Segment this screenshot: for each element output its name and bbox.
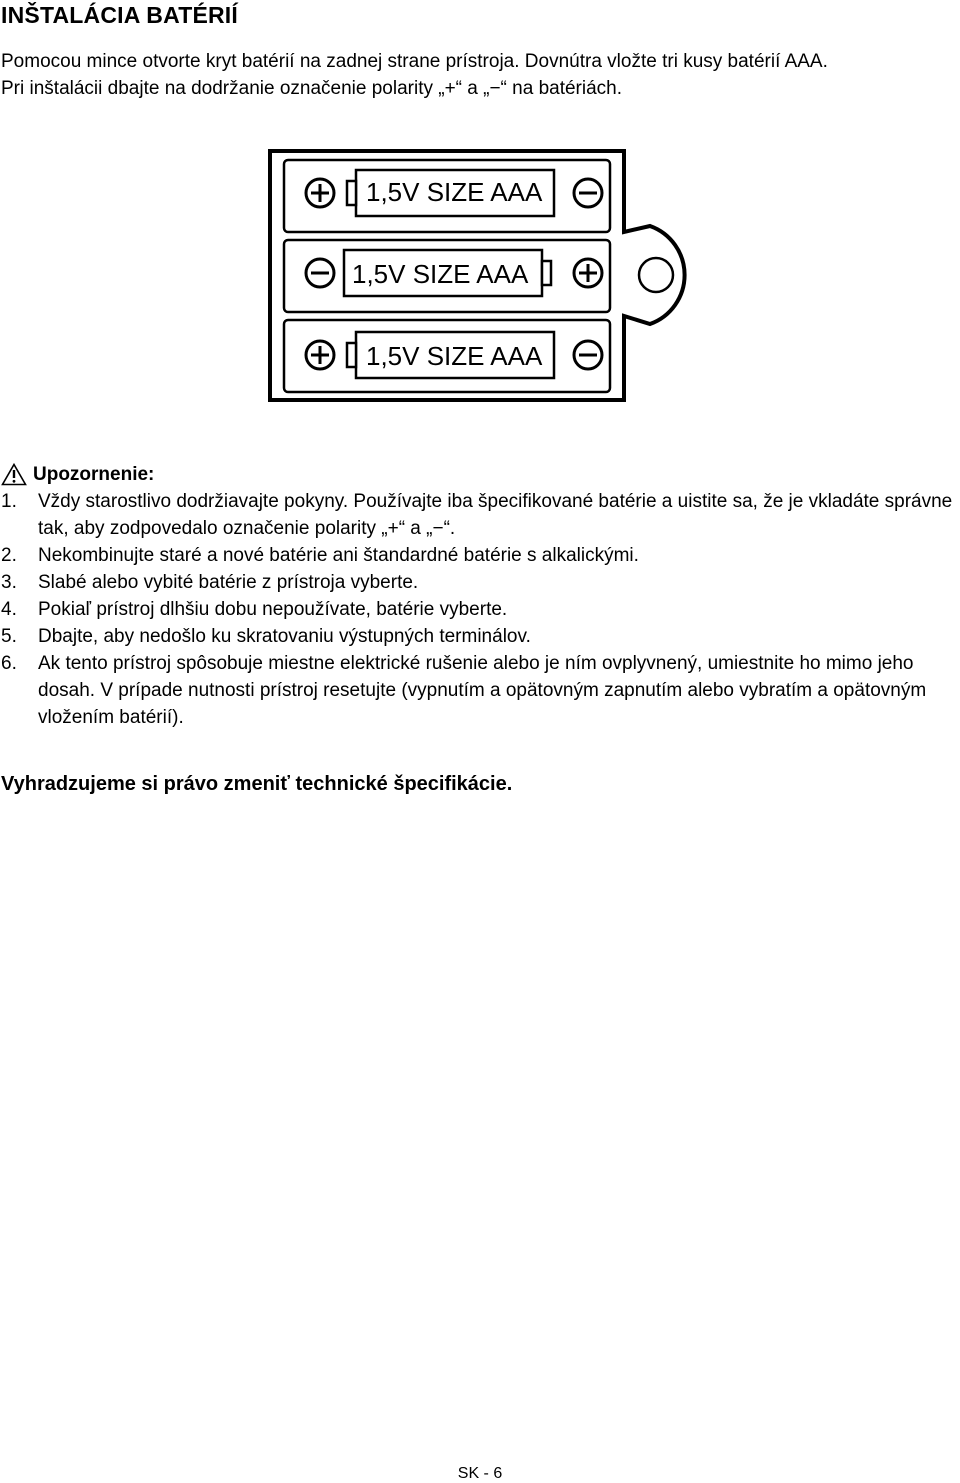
warning-section [1,461,956,731]
plus-icon [306,179,334,207]
list-item: 5. Dbajte, aby nedošlo ku skratovaniu výstupných terminálov. [1,626,531,647]
page-title: INŠTALÁCIA BATÉRIÍ [1,2,238,28]
reserve-note: Vyhradzujeme si právo zmeniť technické špecifikácie. [1,773,513,795]
page-number: SK - 6 [457,1465,503,1482]
battery-label: 1,5V SIZE AAA [366,177,543,207]
warning-heading-label: Upozornenie: [33,464,155,485]
plus-icon [306,341,334,369]
intro-text [1,48,956,102]
battery-terminal [347,181,356,205]
battery-slot-1 [284,160,610,232]
mounting-hole [639,258,673,292]
intro-line-1: Pomocou mince otvorte kryt batérií na zadnej strane prístroja. Dovnútra vložte tri kusy batérií AAA. [1,51,828,72]
minus-icon [574,179,602,207]
battery-label: 1,5V SIZE AAA [352,259,529,289]
list-item: 2. Nekombinujte staré a nové batérie ani štandardné batérie s alkalickými. [1,545,639,566]
warning-triangle-icon [1,463,27,486]
list-item: 6. Ak tento prístroj spôsobuje miestne elektrické rušenie alebo je ním ovplyvnený, umiestnite ho mimo jeho dosah. V prípade nutnosti prístroj resetujte (vypnutím a opätovným zapnutím alebo vybratím a opätovným vložením batérií). [1,653,927,728]
plus-icon [574,259,602,287]
battery-label: 1,5V SIZE AAA [366,341,543,371]
list-item: 4. Pokiaľ prístroj dlhšiu dobu nepoužívate, batérie vyberte. [1,599,508,620]
intro-line-2: Pri inštalácii dbajte na dodržanie označenie polarity „+“ a „−“ na batériách. [1,78,623,99]
battery-slot-2 [284,240,610,312]
warning-heading [1,461,956,488]
warning-list [1,488,956,731]
minus-icon [574,341,602,369]
battery-terminal [347,343,356,367]
list-item: 1. Vždy starostlivo dodržiavajte pokyny. Používajte iba špecifikované batérie a uistite sa, že je vkladáte správne tak, aby zodpovedalo označenie polarity „+“ a „−“. [1,491,953,539]
battery-compartment-diagram [264,148,714,410]
minus-icon [306,259,334,287]
list-item: 3. Slabé alebo vybité batérie z prístroja vyberte. [1,572,419,593]
battery-terminal [542,261,551,285]
battery-slot-3 [284,320,610,392]
